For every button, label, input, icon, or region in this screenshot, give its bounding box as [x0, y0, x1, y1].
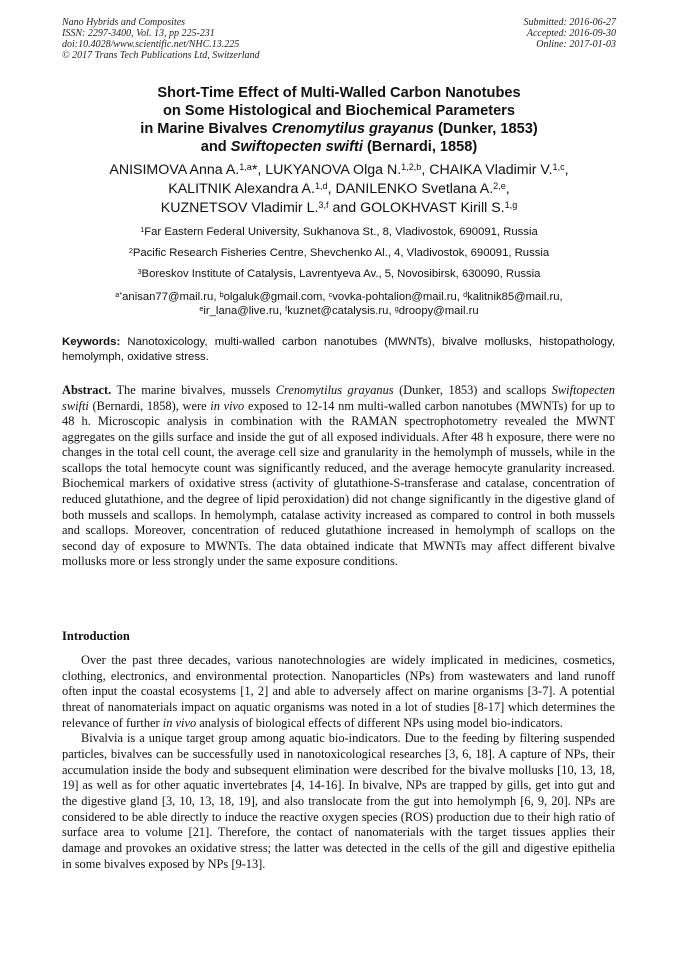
abstract-text: The marine bivalves, mussels — [111, 383, 276, 397]
abstract — [62, 383, 615, 570]
affiliation-text: Pacific Research Fisheries Centre, Shevchenko Al., 4, Vladivostok, 690091, Russia — [132, 247, 550, 259]
email-address[interactable]: kuznet@catalysis.ru, — [287, 305, 395, 317]
author-affiliation-ref: 1,g — [504, 199, 518, 210]
author-name: DANILENKO Svetlana A. — [335, 181, 494, 197]
author-name: KALITNIK Alexandra A. — [168, 181, 315, 197]
title-text: in Marine Bivalves — [140, 121, 272, 137]
author-separator: , — [564, 162, 569, 178]
author-line — [20, 199, 658, 218]
title-line-2: on Some Histological and Biochemical Parameters — [163, 103, 515, 119]
email-ref: f — [285, 303, 288, 313]
journal-info — [62, 17, 260, 61]
email-address[interactable]: droopy@mail.ru — [398, 305, 479, 317]
title-text: (Bernardi, 1858) — [362, 139, 478, 155]
journal-name: Nano Hybrids and Composites — [62, 17, 186, 28]
email-address[interactable]: anisan77@mail.ru, — [122, 291, 220, 303]
paragraph-text: Over the past three decades, various nanotechnologies are widely implicated in medicines, cosmetics, clothing, electronics, and environmental protection. Nanoparticles (NPs) from wastewaters and land runoff often input the coastal ecosystems [1, 2] and able to adversely affect on marine organisms [3-7]. A potential threat of nanomaterials impact on aquatic organisms was noted in a lot of studies [8-17] which determines the relevance of further — [62, 653, 615, 730]
keywords-text: Nanotoxicology, multi-walled carbon nanotubes (MWNTs), bivalve mollusks, histopathology, hemolymph, oxidative stress. — [62, 336, 615, 363]
author-list — [20, 161, 658, 218]
author-separator: *, — [251, 162, 266, 178]
email-ref: d — [463, 289, 468, 299]
species-name: Crenomytilus grayanus — [271, 121, 434, 137]
title-text: (Dunker, 1853) — [433, 121, 538, 137]
author-name: CHAIKA Vladimir V. — [429, 162, 553, 178]
species-name: Crenomytilus grayanus — [275, 383, 394, 397]
email-line — [20, 304, 658, 318]
affiliation-number: 1 — [140, 224, 145, 234]
introduction-body — [62, 653, 615, 872]
accepted-date: Accepted: 2016-09-30 — [526, 28, 616, 39]
affiliation-number: 3 — [137, 266, 142, 276]
journal-doi: doi:10.4028/www.scientific.net/NHC.13.225 — [62, 39, 240, 50]
species-name: Swiftopecten swifti — [62, 383, 615, 413]
author-separator: , — [421, 162, 430, 178]
title-text: and — [200, 139, 231, 155]
affiliation-3 — [20, 268, 658, 281]
author-affiliation-ref: 1,c — [552, 161, 565, 172]
email-line — [20, 290, 658, 304]
abstract-text: exposed to 12-14 nm multi-walled carbon nanotubes (MWNTs) for up to 48 h. Microscopic analysis in combination with the RAMAN spectrophotometry revealed the MWNT aggregates on the gills surface and inside the gut of all exposed individuals. After 48 h exposure, there were no changes in the total cell count, the average cell size and granularity in the hemolymph of mussels, while in the scallops the total hemocyte count was significantly reduced, and the average hemocyte granularity increased. Biochemical markers of oxidative stress (activity of glutathione-S-transferase and catalase, concentration of reduced glutathione, and the degree of lipid peroxidation) did not change significantly in the digestive gland of both mussels and scallops. In hemolymph, catalase activity increased as compared to control in both mussels and scallops. Moreover, concentration of reduced glutathione increased in hemolymph of scallops on the second day of exposure to MWNTs. The data obtained indicate that MWNTs may affect different bivalve mollusks more or less strongly under the same exposure conditions. — [62, 398, 616, 569]
submitted-date: Submitted: 2016-06-27 — [523, 17, 616, 28]
journal-issn: ISSN: 2297-3400, Vol. 13, pp 225-231 — [62, 28, 215, 39]
paper-title — [40, 84, 638, 156]
title-line-4 — [40, 138, 638, 156]
email-address[interactable]: kalitnik85@mail.ru, — [467, 291, 563, 303]
affiliation-text: Boreskov Institute of Catalysis, Lavrentyeva Av., 5, Novosibirsk, 630090, Russia — [141, 268, 541, 280]
email-ref: c — [328, 289, 333, 299]
author-affiliation-ref: 1,2,b — [401, 161, 422, 172]
online-date: Online: 2017-01-03 — [536, 39, 616, 50]
journal-copyright: © 2017 Trans Tech Publications Ltd, Switzerland — [62, 50, 260, 61]
author-affiliation-ref: 2,e — [493, 180, 506, 191]
email-ref: a* — [115, 289, 123, 299]
email-ref: b — [219, 289, 224, 299]
email-list — [20, 290, 658, 318]
author-affiliation-ref: 1,d — [314, 180, 328, 191]
author-affiliation-ref: 1,a — [239, 161, 252, 172]
author-name: KUZNETSOV Vladimir L. — [160, 200, 319, 216]
abstract-italic: in vivo — [210, 398, 245, 413]
author-line — [20, 161, 658, 180]
title-line-3 — [40, 120, 638, 138]
abstract-label: Abstract. — [62, 383, 112, 397]
submission-dates — [524, 17, 617, 50]
affiliation-text: Far Eastern Federal University, Sukhanova St., 8, Vladivostok, 690091, Russia — [144, 226, 538, 238]
author-name: LUKYANOVA Olga N. — [265, 162, 402, 178]
title-line-1: Short-Time Effect of Multi-Walled Carbon Nanotubes — [157, 85, 521, 101]
keywords — [62, 335, 615, 365]
species-name: Swiftopecten swifti — [230, 139, 363, 155]
email-address[interactable]: vovka-pohtalion@mail.ru, — [332, 291, 464, 303]
paragraph — [62, 653, 615, 731]
keywords-label: Keywords: — [62, 336, 121, 348]
author-affiliation-ref: 3,f — [318, 199, 329, 210]
affiliation-number: 2 — [128, 245, 133, 255]
author-separator: and — [328, 200, 361, 216]
author-separator: , — [505, 181, 510, 197]
author-name: ANISIMOVA Anna A. — [109, 162, 240, 178]
author-line — [20, 180, 658, 199]
paragraph-italic: in vivo — [162, 715, 197, 730]
section-heading-introduction: Introduction — [62, 629, 130, 643]
email-ref: e — [199, 303, 204, 313]
email-address[interactable]: ir_lana@live.ru, — [203, 305, 286, 317]
affiliation-2 — [20, 247, 658, 260]
email-address[interactable]: olgaluk@gmail.com, — [223, 291, 329, 303]
author-separator: , — [327, 181, 336, 197]
email-ref: g — [394, 303, 399, 313]
abstract-text: (Bernardi, 1858), were — [88, 398, 211, 413]
paragraph-text: analysis of biological effects of different NPs using model bio-indicators. — [196, 715, 563, 730]
affiliation-1 — [20, 226, 658, 239]
abstract-text: (Dunker, 1853) and scallops — [393, 383, 552, 397]
author-name: GOLOKHVAST Kirill S. — [360, 200, 505, 216]
paragraph: Bivalvia is a unique target group among aquatic bio-indicators. Due to the feeding by filtering suspended particles, bivalves can be successfully used in nanotoxicological researches [3, 6, 18]. A capture of NPs, their accumulation inside the body and subsequent elimination were described for the bivalve mollusks [10, 13, 18, 19] as well as for other aquatic invertebrates [4, 14-16]. In bivalve, NPs are trapped by gills, get into gut and the digestive gland [3, 10, 13, 18, 19], and also translocate from the gut into hemolymph [6, 9, 20]. NPs are considered to be able directly to induce the reactive oxygen species (ROS) production due to their high ratio of surface area to volume [21]. Therefore, the contact of nanomaterials with the target tissues applies their damage and provokes an oxidative stress; the latter was detected in the cells of the gill and digestive epithelia in some bivalves exposed by NPs [9-13]. — [62, 731, 615, 871]
